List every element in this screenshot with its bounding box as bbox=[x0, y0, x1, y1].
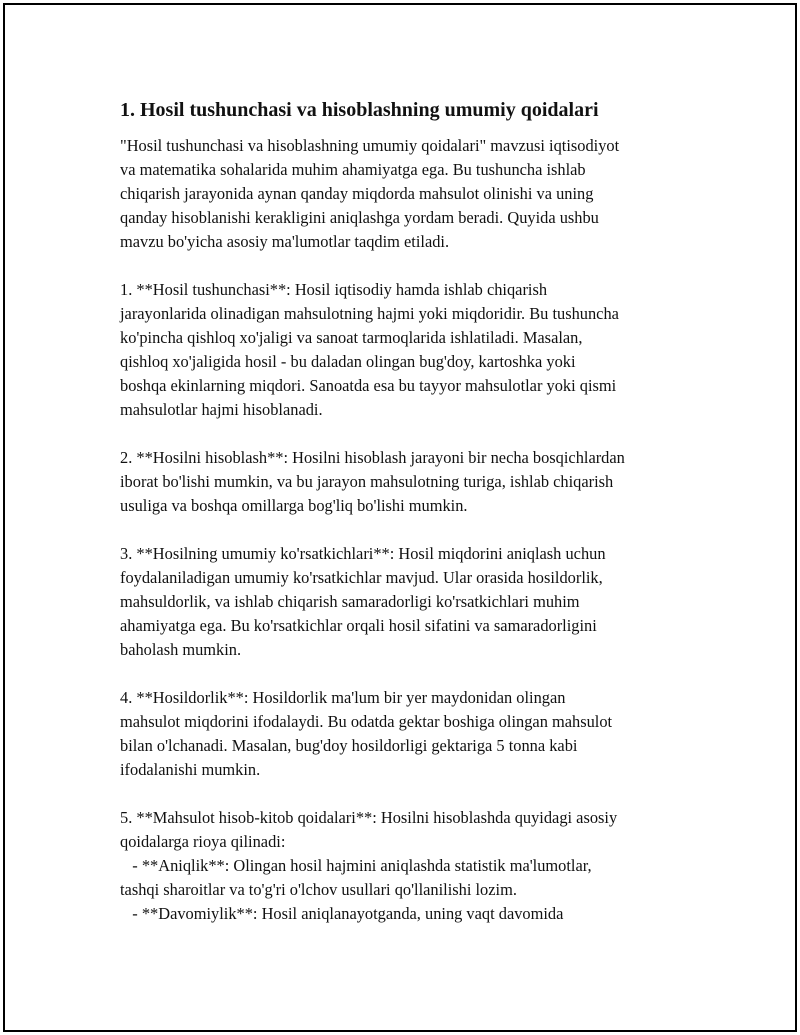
paragraph-line: qishloq xo'jaligida hosil - bu daladan olingan bug'doy, kartoshka yoki bbox=[120, 352, 576, 371]
paragraph-line: ko'pincha qishloq xo'jaligi va sanoat tarmoqlarida ishlatiladi. Masalan, bbox=[120, 328, 583, 347]
list-item-line: - **Aniqlik**: Olingan hosil hajmini aniqlashda statistik ma'lumotlar, bbox=[120, 856, 592, 875]
paragraph-line: 2. **Hosilni hisoblash**: Hosilni hisoblash jarayoni bir necha bosqichlardan bbox=[120, 448, 625, 467]
paragraph-line: "Hosil tushunchasi va hisoblashning umumiy qoidalari" mavzusi iqtisodiyot bbox=[120, 136, 620, 155]
document-title: 1. Hosil tushunchasi va hisoblashning umumiy qoidalari bbox=[120, 99, 599, 121]
section-1-paragraph bbox=[120, 278, 700, 422]
section-4-paragraph bbox=[120, 686, 700, 782]
paragraph-line: baholash mumkin. bbox=[120, 640, 242, 659]
section-2-paragraph bbox=[120, 446, 700, 518]
paragraph-line: iborat bo'lishi mumkin, va bu jarayon mahsulotning turiga, ishlab chiqarish bbox=[120, 472, 614, 491]
section-5-paragraph bbox=[120, 806, 700, 926]
paragraph-line: va matematika sohalarida muhim ahamiyatga ega. Bu tushuncha ishlab bbox=[120, 160, 586, 179]
list-item-line: - **Davomiylik**: Hosil aniqlanayotganda, uning vaqt davomida bbox=[120, 904, 564, 923]
paragraph-line: mavzu bo'yicha asosiy ma'lumotlar taqdim etiladi. bbox=[120, 232, 450, 251]
paragraph-line: 4. **Hosildorlik**: Hosildorlik ma'lum bir yer maydonidan olingan bbox=[120, 688, 566, 707]
paragraph-line: 5. **Mahsulot hisob-kitob qoidalari**: Hosilni hisoblashda quyidagi asosiy bbox=[120, 808, 618, 827]
paragraph-line: qanday hisoblanishi kerakligini aniqlashga yordam beradi. Quyida ushbu bbox=[120, 208, 599, 227]
paragraph-line: usuliga va boshqa omillarga bog'liq bo'lishi mumkin. bbox=[120, 496, 468, 515]
paragraph-line: 1. **Hosil tushunchasi**: Hosil iqtisodiy hamda ishlab chiqarish bbox=[120, 280, 548, 299]
paragraph-line: bilan o'lchanadi. Masalan, bug'doy hosildorligi gektariga 5 tonna kabi bbox=[120, 736, 578, 755]
paragraph-line: mahsuldorlik, va ishlab chiqarish samaradorligi ko'rsatkichlari muhim bbox=[120, 592, 580, 611]
paragraph-line: foydalaniladigan umumiy ko'rsatkichlar mavjud. Ular orasida hosildorlik, bbox=[120, 568, 603, 587]
paragraph-line: ifodalanishi mumkin. bbox=[120, 760, 261, 779]
intro-paragraph bbox=[120, 134, 700, 254]
document-page bbox=[3, 3, 797, 1032]
paragraph-line: jarayonlarida olinadigan mahsulotning hajmi yoki miqdoridir. Bu tushuncha bbox=[120, 304, 619, 323]
paragraph-line: 3. **Hosilning umumiy ko'rsatkichlari**: Hosil miqdorini aniqlash uchun bbox=[120, 544, 606, 563]
paragraph-line: ahamiyatga ega. Bu ko'rsatkichlar orqali hosil sifatini va samaradorligini bbox=[120, 616, 597, 635]
paragraph-line: qoidalarga rioya qilinadi: bbox=[120, 832, 286, 851]
paragraph-line: tashqi sharoitlar va to'g'ri o'lchov usullari qo'llanilishi lozim. bbox=[120, 880, 517, 899]
document-content bbox=[120, 97, 700, 926]
section-3-paragraph bbox=[120, 542, 700, 662]
paragraph-line: mahsulot miqdorini ifodalaydi. Bu odatda gektar boshiga olingan mahsulot bbox=[120, 712, 613, 731]
paragraph-line: mahsulotlar hajmi hisoblanadi. bbox=[120, 400, 323, 419]
paragraph-line: boshqa ekinlarning miqdori. Sanoatda esa bu tayyor mahsulotlar yoki qismi bbox=[120, 376, 617, 395]
paragraph-line: chiqarish jarayonida aynan qanday miqdorda mahsulot olinishi va uning bbox=[120, 184, 594, 203]
